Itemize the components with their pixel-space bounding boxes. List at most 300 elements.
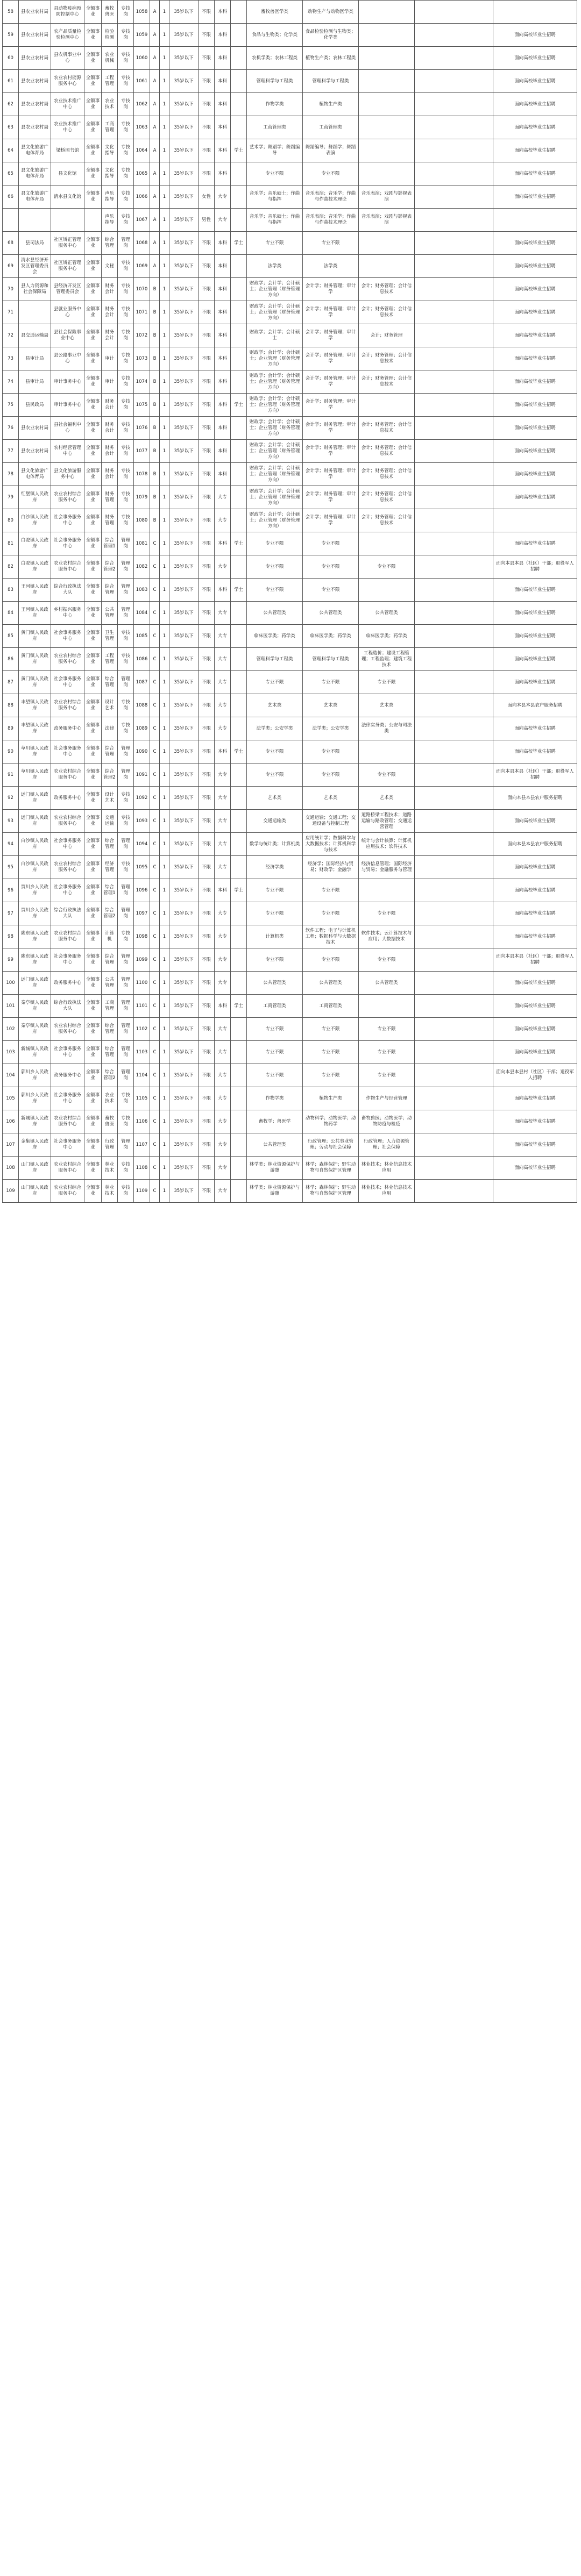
table-cell: 会计学；财务管理；审计学 (303, 347, 359, 370)
table-cell: 社会事务服务中心 (51, 1087, 84, 1110)
table-cell: C (150, 1133, 160, 1157)
table-cell: 食品检验检测与生物类；化学类 (303, 24, 359, 47)
table-cell: 35岁以下 (169, 740, 199, 763)
table-cell: 62 (3, 93, 19, 116)
table-cell: 财务会计 (102, 324, 118, 347)
table-cell: 专业不限 (303, 763, 359, 787)
table-cell: 1072 (134, 324, 150, 347)
table-cell (415, 232, 493, 255)
table-cell: 畜牧兽医；动物医学；动物防疫与检疫 (359, 1110, 415, 1133)
table-cell: 专技岗 (118, 463, 134, 486)
table-cell: 35岁以下 (169, 232, 199, 255)
table-cell: C (150, 972, 160, 995)
table-cell: 全额事业 (84, 1041, 102, 1064)
table-cell: 35岁以下 (169, 879, 199, 902)
table-cell: 94 (3, 833, 19, 856)
table-cell (231, 671, 247, 694)
table-cell: 1 (160, 717, 169, 740)
table-cell: 公共管理类 (303, 972, 359, 995)
table-cell: 林业技术；林业信息技术应用 (359, 1180, 415, 1203)
table-cell: C (150, 532, 160, 555)
table-cell: 乡村振兴服务中心 (51, 602, 84, 625)
table-cell: 白沙镇人民政府 (19, 833, 51, 856)
table-cell: 社会事务服务中心 (51, 532, 84, 555)
table-cell: 综合管理1 (102, 879, 118, 902)
table-cell: 红堡镇人民政府 (19, 486, 51, 509)
table-cell: 会计；财务管理 (359, 324, 415, 347)
table-cell: 不限 (199, 532, 215, 555)
table-cell: 100 (3, 972, 19, 995)
table-cell: 90 (3, 740, 19, 763)
table-row (3, 185, 577, 209)
table-cell: 本科 (215, 417, 231, 440)
table-cell: 1100 (134, 972, 150, 995)
table-cell: 全额事业 (84, 948, 102, 972)
table-cell (415, 440, 493, 463)
table-cell: C (150, 902, 160, 925)
table-cell: 文化指导 (102, 139, 118, 162)
table-cell: 秦亭镇人民政府 (19, 995, 51, 1018)
table-cell: 面向高校毕业生招聘 (493, 995, 577, 1018)
table-cell: 1066 (134, 185, 150, 209)
table-cell: 1 (160, 856, 169, 879)
table-cell: 面向高校毕业生招聘 (493, 602, 577, 625)
table-cell: A (150, 232, 160, 255)
table-cell (415, 139, 493, 162)
table-cell: 交通运输类 (247, 810, 303, 833)
table-cell (359, 255, 415, 278)
table-cell: 县农业农村局 (19, 24, 51, 47)
table-cell: 1 (160, 1157, 169, 1180)
table-cell: 1073 (134, 347, 150, 370)
table-cell: 大专 (215, 602, 231, 625)
table-row (3, 856, 577, 879)
table-cell: 不限 (199, 648, 215, 671)
table-cell (231, 602, 247, 625)
table-cell: 作物生产与经营管理 (359, 1087, 415, 1110)
table-cell: 1093 (134, 810, 150, 833)
table-cell: 清水县经济开发区管理委员会 (19, 255, 51, 278)
table-cell: B (150, 324, 160, 347)
table-cell (231, 1064, 247, 1087)
table-row (3, 324, 577, 347)
table-cell: 91 (3, 763, 19, 787)
table-cell: A (150, 139, 160, 162)
table-row (3, 810, 577, 833)
table-cell: 不限 (199, 579, 215, 602)
table-cell (231, 856, 247, 879)
table-cell: 1 (160, 93, 169, 116)
table-cell (415, 1087, 493, 1110)
table-cell: 畜牧兽医 (102, 1110, 118, 1133)
table-cell: 专技岗 (118, 209, 134, 232)
table-row (3, 879, 577, 902)
table-cell: 食品与生物类；化学类 (247, 24, 303, 47)
table-cell: 管理岗 (118, 948, 134, 972)
table-cell (359, 24, 415, 47)
table-cell: 35岁以下 (169, 694, 199, 717)
table-cell: 1071 (134, 301, 150, 324)
table-cell: 全额事业 (84, 694, 102, 717)
table-cell (415, 763, 493, 787)
table-cell: 社区矫正管理服务中心 (51, 255, 84, 278)
table-cell: 社会事务服务中心 (51, 1041, 84, 1064)
table-cell: 面向高校毕业生招聘 (493, 717, 577, 740)
table-cell: 学士 (231, 532, 247, 555)
table-cell: 全额事业 (84, 1157, 102, 1180)
table-cell: 社会事务服务中心 (51, 833, 84, 856)
table-cell: 面向高校毕业生招聘 (493, 417, 577, 440)
table-cell: 公共管理 (102, 602, 118, 625)
table-cell: 面向高校毕业生招聘 (493, 1041, 577, 1064)
table-row (3, 694, 577, 717)
table-cell: 35岁以下 (169, 902, 199, 925)
table-row (3, 24, 577, 47)
table-cell: 行政管理 (102, 1133, 118, 1157)
table-cell (231, 209, 247, 232)
table-cell: 不限 (199, 417, 215, 440)
table-cell: 县就业服务中心 (51, 301, 84, 324)
table-row (3, 763, 577, 787)
table-cell: C (150, 555, 160, 579)
table-cell: 音乐表演；音乐学；作曲与作曲技术理论 (303, 209, 359, 232)
table-cell: 全额事业 (84, 70, 102, 93)
table-cell: 县农业农村局 (19, 47, 51, 70)
table-cell: 管理岗 (118, 671, 134, 694)
table-cell (231, 162, 247, 185)
table-cell: 35岁以下 (169, 1018, 199, 1041)
table-cell: 会计；财务管理；会计信息技术 (359, 486, 415, 509)
table-cell: 音乐学；音乐硕士；作曲与指挥 (247, 209, 303, 232)
table-cell: 35岁以下 (169, 324, 199, 347)
table-cell: 县农业农村局 (19, 93, 51, 116)
table-cell (231, 486, 247, 509)
table-cell: 不限 (199, 602, 215, 625)
table-cell (359, 740, 415, 763)
table-cell (415, 1110, 493, 1133)
table-cell (19, 301, 51, 324)
table-cell: 音乐表演；音乐学；作曲与作曲技术理论 (303, 185, 359, 209)
table-row (3, 602, 577, 625)
table-cell: 会计学；财务管理；审计学 (303, 301, 359, 324)
table-cell: 面向高校毕业生招聘 (493, 70, 577, 93)
table-cell: 面向高校毕业生招聘 (493, 324, 577, 347)
table-cell: 专技岗 (118, 24, 134, 47)
table-cell (359, 93, 415, 116)
table-cell: 35岁以下 (169, 347, 199, 370)
table-cell: 面向本县本县农户服务招聘 (493, 833, 577, 856)
table-cell: 不限 (199, 162, 215, 185)
table-cell: 会计；财务管理；会计信息技术 (359, 278, 415, 301)
table-cell: 面向高校毕业生招聘 (493, 185, 577, 209)
table-cell: 县交通运输局 (19, 324, 51, 347)
table-cell: 县农业农村局 (19, 116, 51, 139)
table-cell: 财务管理 (102, 509, 118, 532)
table-cell: 82 (3, 555, 19, 579)
table-cell: 不限 (199, 717, 215, 740)
table-cell: 35岁以下 (169, 648, 199, 671)
table-cell: C (150, 995, 160, 1018)
table-cell: 学士 (231, 995, 247, 1018)
table-cell: 1083 (134, 579, 150, 602)
table-cell: 35岁以下 (169, 948, 199, 972)
table-cell: 综合管理2 (102, 763, 118, 787)
table-cell: 经济信息管理；国际经济与贸易；金融服务与管理 (359, 856, 415, 879)
table-cell (415, 1157, 493, 1180)
table-cell: 会计学；财务管理；审计学 (303, 509, 359, 532)
table-cell: 面向高校毕业生招聘 (493, 116, 577, 139)
table-cell: 县农业农村局 (19, 1, 51, 24)
table-cell: 专技岗 (118, 717, 134, 740)
table-cell: 全额事业 (84, 1064, 102, 1087)
table-cell: 1 (160, 740, 169, 763)
table-cell (231, 1041, 247, 1064)
table-cell: 不限 (199, 139, 215, 162)
table-cell: 全额事业 (84, 740, 102, 763)
table-cell: 大专 (215, 694, 231, 717)
table-cell: 面向高校毕业生招聘 (493, 879, 577, 902)
table-cell: 1 (160, 394, 169, 417)
table-cell: 专业不限 (303, 162, 359, 185)
table-cell: 社会事务服务中心 (51, 948, 84, 972)
table-cell: 1 (160, 995, 169, 1018)
table-cell (231, 24, 247, 47)
table-cell: 全额事业 (84, 602, 102, 625)
table-cell (359, 995, 415, 1018)
table-cell: 林业技术；林业信息技术应用 (359, 1157, 415, 1180)
table-cell: 面向高校毕业生招聘 (493, 139, 577, 162)
table-cell: 35岁以下 (169, 116, 199, 139)
table-cell: 社会事务服务中心 (51, 625, 84, 648)
table-cell: 全额事业 (84, 486, 102, 509)
table-cell: 管理科学与工程类 (247, 70, 303, 93)
table-cell: 80 (3, 509, 19, 532)
table-cell: 35岁以下 (169, 810, 199, 833)
table-cell: 社区矫正管理服务中心 (51, 232, 84, 255)
table-cell: 专技岗 (118, 1087, 134, 1110)
table-cell: 专业不限 (303, 579, 359, 602)
table-cell: 58 (3, 1, 19, 24)
table-cell: 1094 (134, 833, 150, 856)
table-cell: 本科 (215, 278, 231, 301)
table-cell: 专技岗 (118, 856, 134, 879)
table-cell (231, 1157, 247, 1180)
table-cell: 专技岗 (118, 1180, 134, 1203)
table-cell: 1 (160, 301, 169, 324)
table-row (3, 1180, 577, 1203)
table-cell: 不限 (199, 1041, 215, 1064)
table-cell (415, 209, 493, 232)
table-cell: 面向本县本县（社区）干部；退役军人招聘 (493, 763, 577, 787)
table-cell: 86 (3, 648, 19, 671)
table-cell: 全额事业 (84, 1, 102, 24)
table-cell: 不限 (199, 324, 215, 347)
table-cell: 1097 (134, 902, 150, 925)
table-cell: 68 (3, 232, 19, 255)
table-cell: 丰望镇人民政府 (19, 694, 51, 717)
table-cell: 陇东镇人民政府 (19, 948, 51, 972)
table-cell: 面向高校毕业生招聘 (493, 232, 577, 255)
table-cell: 97 (3, 902, 19, 925)
table-cell: 1058 (134, 1, 150, 24)
table-cell: 1105 (134, 1087, 150, 1110)
table-cell: 农业农村综合服务中心 (51, 925, 84, 948)
table-cell: 县人力资源和社会保障局 (19, 278, 51, 301)
table-row (3, 486, 577, 509)
table-cell: 93 (3, 810, 19, 833)
table-cell: 不限 (199, 486, 215, 509)
table-cell: 农业农村综合服务中心 (51, 1110, 84, 1133)
table-cell (415, 417, 493, 440)
table-cell: 专业不限 (303, 671, 359, 694)
table-cell: 全额事业 (84, 1133, 102, 1157)
table-row (3, 1087, 577, 1110)
table-cell: 学士 (231, 740, 247, 763)
table-cell: 远门镇人民政府 (19, 810, 51, 833)
table-cell: 73 (3, 347, 19, 370)
table-cell: 专技岗 (118, 255, 134, 278)
table-cell: 会计；财务管理；会计信息技术 (359, 509, 415, 532)
table-cell: 专业不限 (303, 532, 359, 555)
table-cell: 政务服务中心 (51, 717, 84, 740)
table-cell: 87 (3, 671, 19, 694)
table-cell: 专业不限 (359, 948, 415, 972)
table-cell: 1064 (134, 139, 150, 162)
table-cell (415, 162, 493, 185)
table-cell: 大专 (215, 717, 231, 740)
table-cell: 全额事业 (84, 463, 102, 486)
table-cell: 78 (3, 463, 19, 486)
table-row (3, 232, 577, 255)
table-cell: 专技岗 (118, 370, 134, 394)
table-cell (51, 209, 84, 232)
table-cell: 1104 (134, 1064, 150, 1087)
table-cell: 远门镇人民政府 (19, 787, 51, 810)
table-cell: 96 (3, 879, 19, 902)
table-cell (231, 1180, 247, 1203)
table-cell: 专业不限 (247, 671, 303, 694)
table-cell: 1090 (134, 740, 150, 763)
table-cell: 专业不限 (247, 162, 303, 185)
table-cell (231, 694, 247, 717)
table-cell: 林业技术 (102, 1157, 118, 1180)
table-cell: 工商管理 (102, 116, 118, 139)
table-cell: 35岁以下 (169, 463, 199, 486)
table-cell: 不限 (199, 1133, 215, 1157)
table-cell: 不限 (199, 555, 215, 579)
table-cell: 全额事业 (84, 93, 102, 116)
table-cell: 县文化旅游广电体育局 (19, 463, 51, 486)
table-cell: 1087 (134, 671, 150, 694)
table-cell: 70 (3, 278, 19, 301)
table-cell: C (150, 879, 160, 902)
table-cell: 1 (160, 879, 169, 902)
table-cell: 林业技术 (102, 1180, 118, 1203)
table-row (3, 116, 577, 139)
table-cell: 白沙镇人民政府 (19, 509, 51, 532)
table-cell: 大专 (215, 1018, 231, 1041)
table-cell: 专业不限 (303, 879, 359, 902)
table-cell: 面向高校毕业生招聘 (493, 648, 577, 671)
table-cell (231, 347, 247, 370)
table-cell: 35岁以下 (169, 139, 199, 162)
table-cell: 本科 (215, 139, 231, 162)
table-cell: 专技岗 (118, 1, 134, 24)
table-cell: C (150, 625, 160, 648)
table-cell: 35岁以下 (169, 925, 199, 948)
table-cell (415, 70, 493, 93)
table-cell: 1 (160, 509, 169, 532)
table-cell: 本科 (215, 740, 231, 763)
table-cell: 面向高校毕业生招聘 (493, 925, 577, 948)
table-cell: 本科 (215, 232, 231, 255)
table-cell: 专业不限 (303, 555, 359, 579)
table-cell: 学士 (231, 139, 247, 162)
table-cell: 不限 (199, 1180, 215, 1203)
table-cell (415, 648, 493, 671)
table-cell: 全额事业 (84, 24, 102, 47)
table-cell: 交通运输 (102, 810, 118, 833)
table-cell: 99 (3, 948, 19, 972)
table-cell: 1079 (134, 486, 150, 509)
table-cell: 35岁以下 (169, 93, 199, 116)
table-cell: 大专 (215, 1157, 231, 1180)
table-cell: 1 (160, 440, 169, 463)
table-cell: 35岁以下 (169, 1087, 199, 1110)
table-cell: 88 (3, 694, 19, 717)
table-cell: 法律 (102, 717, 118, 740)
table-cell: 综合行政执法大队 (51, 995, 84, 1018)
table-cell: 社会事务服务中心 (51, 879, 84, 902)
table-cell: 法学类 (247, 255, 303, 278)
table-cell: 财政学；会计学；会计硕士；企业管理（财务管理方向） (247, 394, 303, 417)
table-cell (231, 370, 247, 394)
table-cell: 1063 (134, 116, 150, 139)
table-cell: 检验检测 (102, 24, 118, 47)
table-cell (231, 278, 247, 301)
table-cell: 林学；森林保护；野生动物与自然保护区管理 (303, 1157, 359, 1180)
table-cell: 35岁以下 (169, 185, 199, 209)
table-cell: 数学与统计类；计算机类 (247, 833, 303, 856)
table-cell: 69 (3, 255, 19, 278)
table-cell: 1065 (134, 162, 150, 185)
table-cell: 1 (160, 763, 169, 787)
table-row (3, 925, 577, 948)
table-cell: 不限 (199, 370, 215, 394)
table-row (3, 532, 577, 555)
table-cell: 1088 (134, 694, 150, 717)
table-cell: A (150, 116, 160, 139)
table-cell: 全额事业 (84, 185, 102, 209)
table-cell (415, 925, 493, 948)
table-cell: 本科 (215, 162, 231, 185)
table-cell: 动物生产与动物医学类 (303, 1, 359, 24)
table-cell: 综合行政执法大队 (51, 579, 84, 602)
table-cell: 1 (160, 463, 169, 486)
table-cell: 1 (160, 948, 169, 972)
table-cell: 不限 (199, 232, 215, 255)
table-cell: 专技岗 (118, 116, 134, 139)
table-row (3, 995, 577, 1018)
table-cell (415, 486, 493, 509)
table-cell: 财务会计 (102, 301, 118, 324)
table-cell: 77 (3, 440, 19, 463)
table-cell: 1 (160, 417, 169, 440)
table-cell (415, 787, 493, 810)
table-cell (359, 532, 415, 555)
table-cell: 音乐学；音乐硕士；作曲与指挥 (247, 185, 303, 209)
table-cell: 全额事业 (84, 787, 102, 810)
